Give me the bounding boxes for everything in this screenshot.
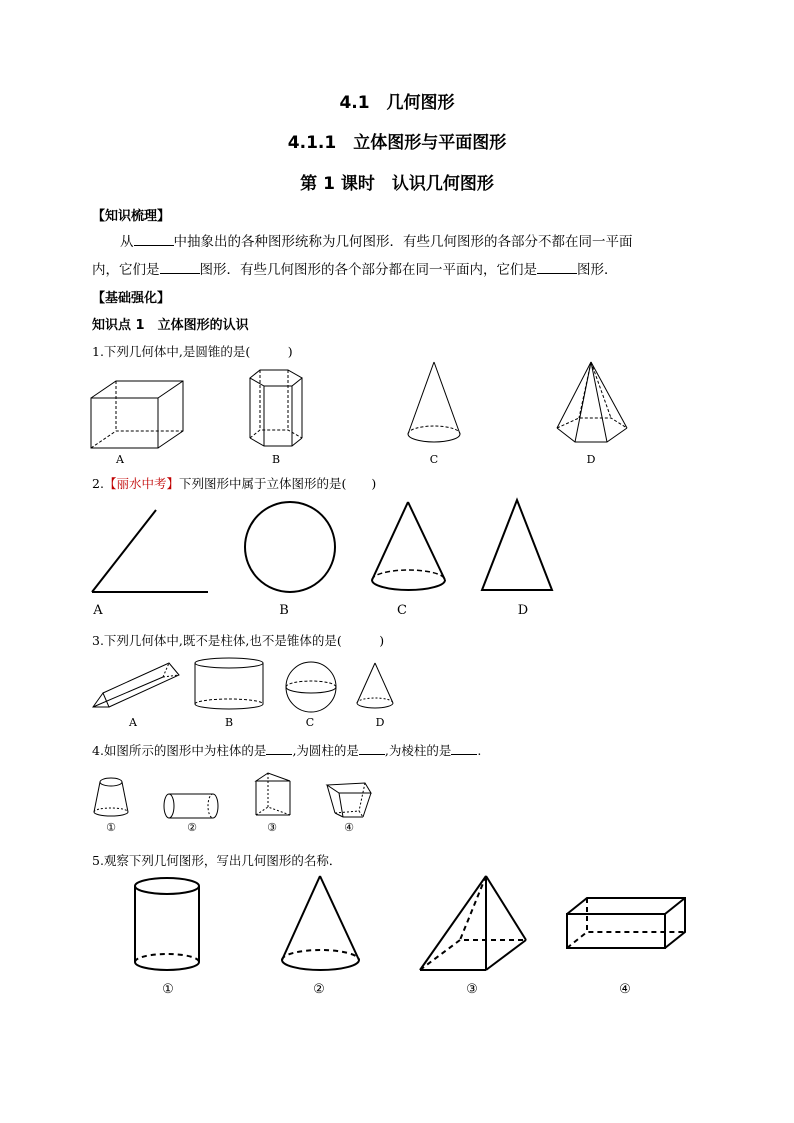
q1-label-c: C: [429, 453, 439, 466]
knowledge-point-1: 知识点 1 立体图形的认识: [92, 318, 249, 333]
q4-label-4: ④: [344, 821, 354, 834]
q3-label-c: C: [305, 716, 315, 729]
q3-triangular-prism-figure: [91, 661, 183, 711]
q1-cube-figure: [88, 378, 168, 453]
q4-blank-1[interactable]: [266, 742, 292, 755]
blank-3[interactable]: [537, 261, 577, 274]
q2-label-b: B: [279, 603, 289, 618]
q4-horizontal-cylinder-figure: [163, 792, 221, 822]
q1-hex-prism-figure: [246, 368, 306, 448]
section-title: 4.1.1 立体图形与平面图形: [287, 133, 507, 153]
q2-triangle-figure: [480, 498, 554, 594]
q4-label-2: ②: [187, 821, 197, 834]
q2-circle-figure: [243, 500, 337, 594]
q5-square-pyramid-figure: [418, 874, 530, 976]
q5-cylinder-figure: [133, 876, 203, 976]
q3-cone-figure: [355, 661, 395, 713]
knowledge-paragraph: [92, 228, 692, 257]
q2-label-a: A: [93, 603, 103, 618]
q2-label-d: D: [517, 603, 529, 618]
knowledge-paragraph-line2: [92, 256, 692, 285]
blank-2[interactable]: [160, 261, 200, 274]
q4-text-4: .: [477, 743, 482, 758]
q5-label-3: ③: [466, 982, 478, 997]
q4-text-2: ,为圆柱的是: [292, 743, 359, 758]
q5-label-4: ④: [619, 982, 631, 997]
chapter-title: 4.1 几何图形: [339, 93, 455, 113]
q3-label-a: A: [129, 716, 137, 729]
q5-cone-figure: [280, 874, 362, 976]
q4-prismatoid-figure: [325, 781, 375, 821]
knowledge-text-2: 中抽象出的各种图形统称为几何图形．有些几何图形的各部分不都在同一平面: [173, 234, 633, 250]
q4-text-1: 4.如图所示的图形中为柱体的是: [92, 743, 267, 758]
q1-pyramid-figure: [555, 362, 630, 447]
knowledge-text-3: 内，它们是: [92, 262, 160, 278]
knowledge-text-1: 从: [120, 234, 134, 250]
q5-cuboid-figure: [565, 896, 689, 950]
lesson-title: 第 1 课时 认识几何图形: [300, 174, 494, 194]
q2-angle-figure: [90, 508, 210, 596]
question-1: 1.下列几何体中,是圆锥的是( ): [92, 344, 293, 359]
q4-text-3: ,为棱柱的是: [384, 743, 452, 758]
q2-number: 2.: [92, 476, 104, 491]
q1-label-a: A: [116, 453, 124, 466]
q2-text: 下列图形中属于立体图形的是( ): [178, 476, 377, 491]
q2-label-c: C: [397, 603, 407, 618]
q1-label-b: B: [271, 453, 281, 466]
q3-cylinder-figure: [193, 656, 267, 714]
q4-label-3: ③: [267, 821, 277, 834]
q2-cone-figure: [370, 500, 448, 595]
question-5: 5.观察下列几何图形，写出几何图形的名称．: [92, 853, 342, 868]
blank-1[interactable]: [134, 233, 174, 246]
q1-label-d: D: [586, 453, 596, 466]
knowledge-text-4: 图形．有些几何图形的各个部分都在同一平面内，它们是: [199, 262, 537, 278]
knowledge-heading: 【知识梳理】: [92, 209, 171, 224]
q4-frustum-figure: [91, 776, 131, 818]
q1-cone-figure: [406, 362, 462, 447]
question-2: [92, 474, 376, 492]
q4-blank-3[interactable]: [451, 742, 477, 755]
q4-label-1: ①: [106, 821, 116, 834]
q2-source-tag: 【丽水中考】: [103, 476, 179, 491]
q3-label-b: B: [224, 716, 234, 729]
q4-triangular-prism-figure: [254, 771, 296, 819]
basic-heading: 【基础强化】: [92, 291, 171, 306]
q5-label-1: ①: [162, 982, 174, 997]
q3-label-d: D: [375, 716, 385, 729]
question-4: [92, 741, 481, 759]
q3-sphere-figure: [283, 660, 339, 714]
q5-label-2: ②: [313, 982, 325, 997]
question-3: 3.下列几何体中,既不是柱体,也不是锥体的是( ): [92, 633, 385, 648]
knowledge-text-5: 图形．: [577, 262, 618, 278]
q4-blank-2[interactable]: [359, 742, 385, 755]
